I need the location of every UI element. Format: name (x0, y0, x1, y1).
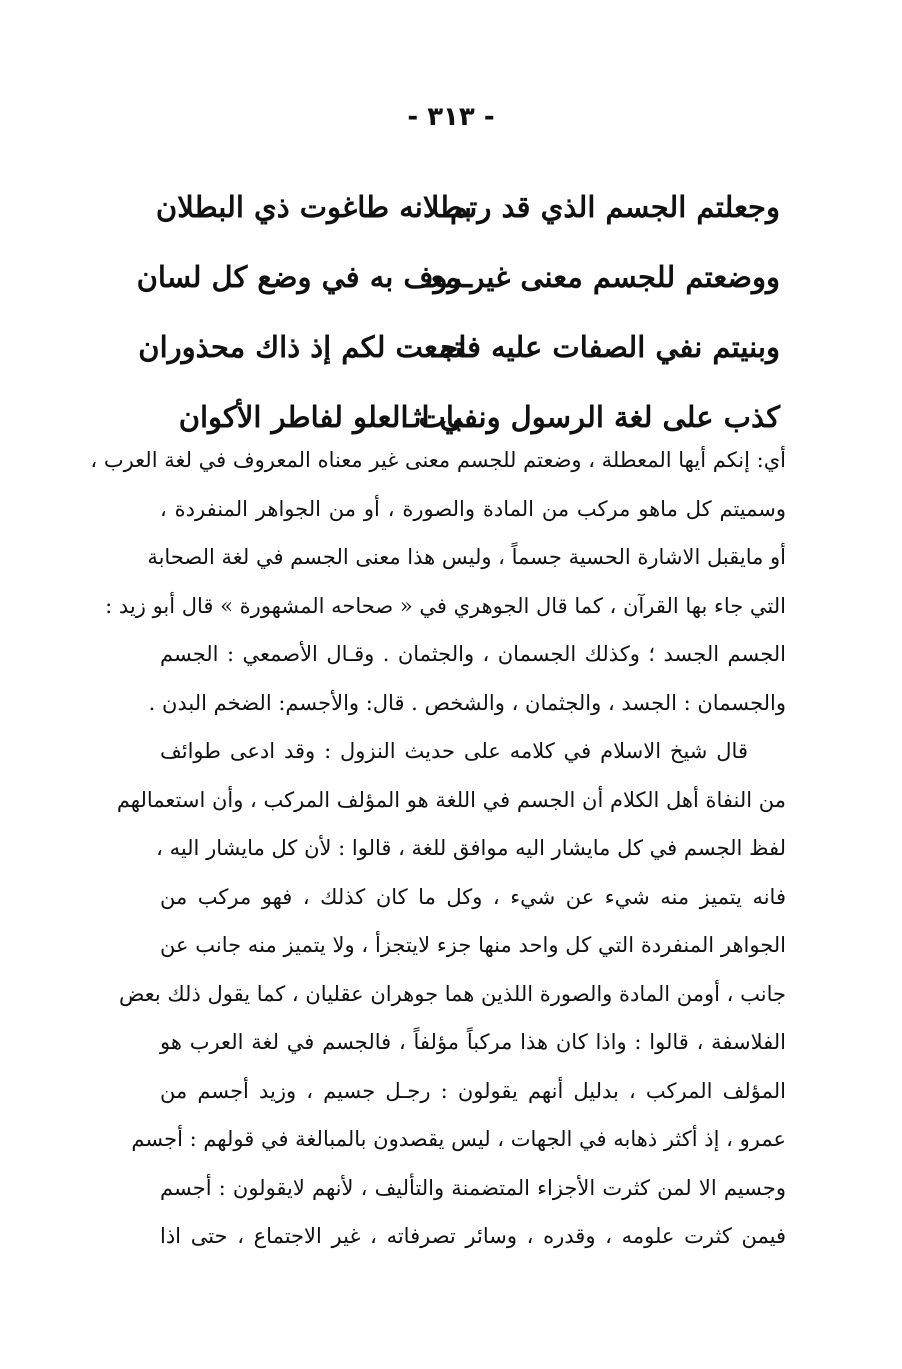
text-line: التي جاء بها القرآن ، كما قال الجوهري في « صحاحه المشهورة » قال أبو زيد : (105, 593, 786, 618)
text-line: وجسيم الا لمن كثرت الأجزاء المتضمنة والتأليف ، لأنهم لايقولون : أجسم (160, 1175, 786, 1200)
text-line: من النفاة أهل الكلام أن الجسم في اللغة هو المؤلف المركب ، وأن استعمالهم (116, 787, 786, 812)
verse-line (155, 172, 780, 242)
text-line: فيمن كثرت علومه ، وقدره ، وسائر تصرفاته ، غير الاجتماع ، حتى اذا (160, 1224, 786, 1248)
verse-second-hemistich: بطلانه طاغوت ذي البطلان (155, 190, 472, 224)
text-line: وسميتم كل ماهو مركب من المادة والصورة ، أو من الجواهر المنفردة ، (160, 496, 786, 521)
text-line: فانه يتميز منه شيء عن شيء ، وكل ما كان كذلك ، فهو مركب من (160, 884, 786, 909)
text-line: جانب ، أومن المادة والصورة اللذين هما جوهران عقليان ، كما يقول ذلك بعض (118, 981, 786, 1006)
text-line: والجسمان : الجسد ، والجثمان ، والشخص . قال: والأجسم: الضخم البدن . (148, 690, 786, 715)
text-line: قال شيخ الاسلام في كلامه على حديث النزول : وقد ادعى طوائف (160, 739, 748, 763)
verse-first-hemistich: كذب على لغة الرسول ونفي اثـ (404, 400, 780, 434)
commentary-text (90, 436, 786, 1261)
verse-line (138, 312, 780, 382)
poem-verses (136, 172, 780, 452)
page-number: - ٣١٣ - (407, 102, 495, 132)
verse-first-hemistich: وبنيتم نفي الصفات عليه فاجـ (431, 330, 780, 364)
text-line: الفلاسفة ، قالوا : واذا كان هذا مركباً مؤلفاً ، فالجسم في لغة العرب هو (160, 1030, 786, 1054)
verse-line (136, 242, 780, 312)
text-line: عمرو ، إذ أكثر ذهابه في الجهات ، ليس يقصدون بالمبالغة في قولهم : أجسم (131, 1127, 786, 1151)
text-line: لفظ الجسم في كل مايشار اليه موافق للغة ، قالوا : لأن كل مايشار اليه ، (156, 836, 786, 860)
text-line: أي: إنكم أيها المعطلة ، وضعتم للجسم معنى غير معناه المعروف في لغة العرب ، (90, 448, 786, 472)
verse-second-hemistich: ـبات العلو لفاطر الأكوان (178, 400, 472, 434)
text-line: المؤلف المركب ، بدليل أنهم يقولون : رجـل جسيم ، وزيد أجسم من (160, 1078, 786, 1103)
verse-first-hemistich: وجعلتم الجسم الذي قد رتم (449, 190, 780, 224)
text-line: الجواهر المنفردة التي كل واحد منها جزء لايتجزأ ، ولا يتميز منه جانب عن (160, 933, 786, 957)
verse-second-hemistich: ـروف به في وضع كل لسان (136, 260, 472, 294)
verse-first-hemistich: ووضعتم للجسم معنى غير معـ (422, 260, 780, 294)
text-line: أو مايقبل الاشارة الحسية جسماً ، وليس هذا معنى الجسم في لغة الصحابة (147, 545, 786, 569)
text-line: الجسم الجسد ؛ وكذلك الجسمان ، والجثمان . وقـال الأصمعي : الجسم (160, 642, 786, 666)
verse-second-hemistich: ـتمعت لكم إذ ذاك محذوران (138, 330, 472, 364)
